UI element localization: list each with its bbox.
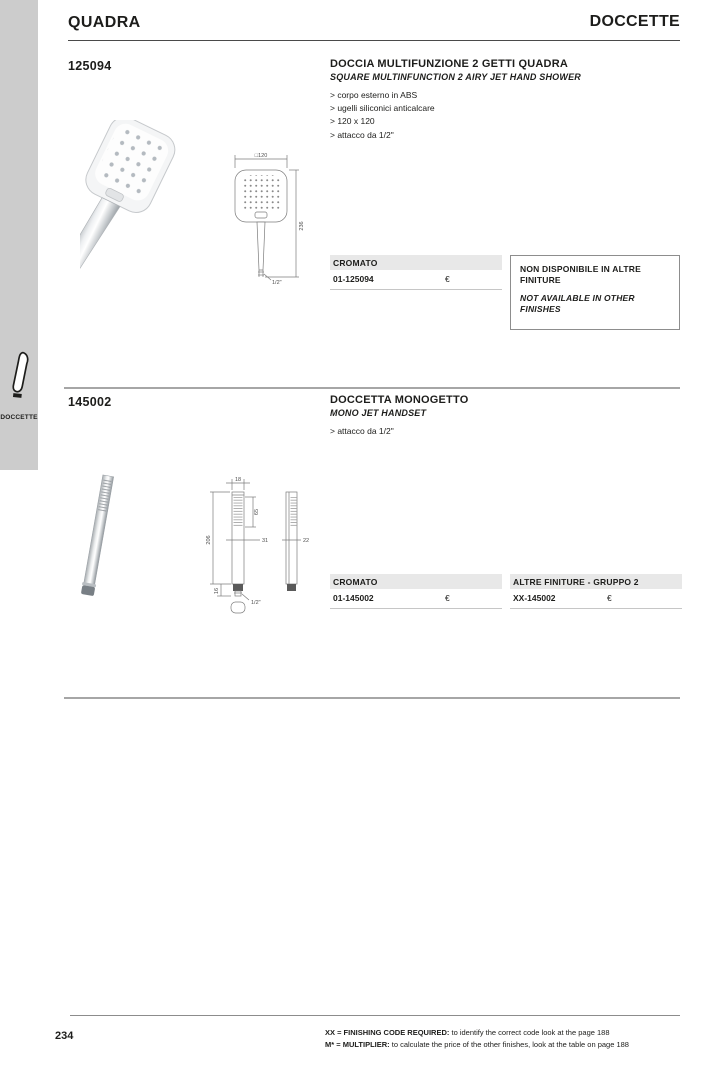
order-code: 01-145002 (333, 593, 374, 603)
product-title-block (330, 58, 680, 82)
feature-item: > attacco da 1/2" (330, 129, 394, 140)
header-rule (68, 40, 680, 41)
product-features (330, 425, 660, 438)
finish-header: ALTRE FINITURE - GRUPPO 2 (510, 574, 682, 589)
series-title: QUADRA (68, 14, 141, 31)
technical-drawing (198, 474, 316, 621)
page-title: DOCCETTE (589, 13, 680, 30)
dim-label-width: □120 (254, 153, 268, 159)
price-table (330, 255, 502, 290)
footer-note-text: to calculate the price of the other finishes, look at the table on page 188 (389, 1040, 629, 1049)
availability-note (510, 255, 680, 330)
price-row (330, 589, 502, 609)
note-italian: NON DISPONIBILE IN ALTRE FINITURE (520, 264, 641, 286)
currency-symbol: € (607, 593, 612, 603)
dim-label-width-top: 18 (234, 477, 242, 483)
finish-header: CROMATO (330, 574, 502, 589)
page-number: 234 (55, 1030, 74, 1042)
product-code: 125094 (68, 59, 112, 73)
feature-item: > attacco da 1/2" (330, 426, 394, 436)
product-photo (80, 120, 185, 310)
price-table (330, 574, 502, 609)
product-title: DOCCIA MULTIFUNZIONE 2 GETTI QUADRA (330, 58, 568, 70)
category-tab-label: DOCCETTE (0, 414, 38, 421)
product-subtitle: SQUARE MULTINFUNCTION 2 AIRY JET HAND SHOWER (330, 71, 581, 82)
order-code: 01-125094 (333, 274, 374, 284)
dim-label-width-mid: 31 (262, 538, 269, 544)
note-english: NOT AVAILABLE IN OTHER FINISHES (520, 293, 635, 315)
product-features (330, 89, 660, 142)
feature-item: > 120 x 120 (330, 116, 375, 127)
footer-note-text: to identify the correct code look at the page 188 (449, 1028, 610, 1037)
section-divider (64, 387, 680, 389)
section-divider (64, 697, 680, 699)
product-subtitle: MONO JET HANDSET (330, 407, 427, 418)
product-title-block (330, 394, 680, 418)
footer-note-prefix: XX = FINISHING CODE REQUIRED: (325, 1028, 450, 1037)
finish-header: CROMATO (330, 255, 502, 270)
footer-rule (70, 1015, 680, 1016)
dim-label-thread: 1/2" (251, 600, 261, 606)
footer-note (325, 1039, 695, 1051)
currency-symbol: € (445, 593, 450, 603)
price-row (510, 589, 682, 609)
hand-shower-icon (6, 350, 32, 402)
dim-label-side: 22 (303, 538, 310, 544)
dim-label-jet: 65 (254, 508, 260, 516)
technical-drawing (215, 150, 305, 295)
feature-item: > ugelli siliconici anticalcare (330, 103, 435, 114)
currency-symbol: € (445, 274, 450, 284)
product-code: 145002 (68, 395, 112, 409)
order-code: XX-145002 (513, 593, 556, 603)
product-photo (68, 470, 128, 610)
dim-label-bottom: 16 (214, 587, 220, 595)
price-table (510, 574, 682, 609)
footer-note (325, 1027, 695, 1039)
dim-label-height: 206 (206, 535, 212, 545)
product-title: DOCCETTA MONOGETTO (330, 394, 469, 406)
footer-note-prefix: M* = MULTIPLIER: (325, 1040, 390, 1049)
footer-notes (325, 1027, 695, 1051)
dim-label-thread: 1/2" (272, 280, 282, 286)
feature-item: > corpo esterno in ABS (330, 90, 418, 100)
dim-label-height: 236 (299, 221, 305, 231)
price-row (330, 270, 502, 290)
